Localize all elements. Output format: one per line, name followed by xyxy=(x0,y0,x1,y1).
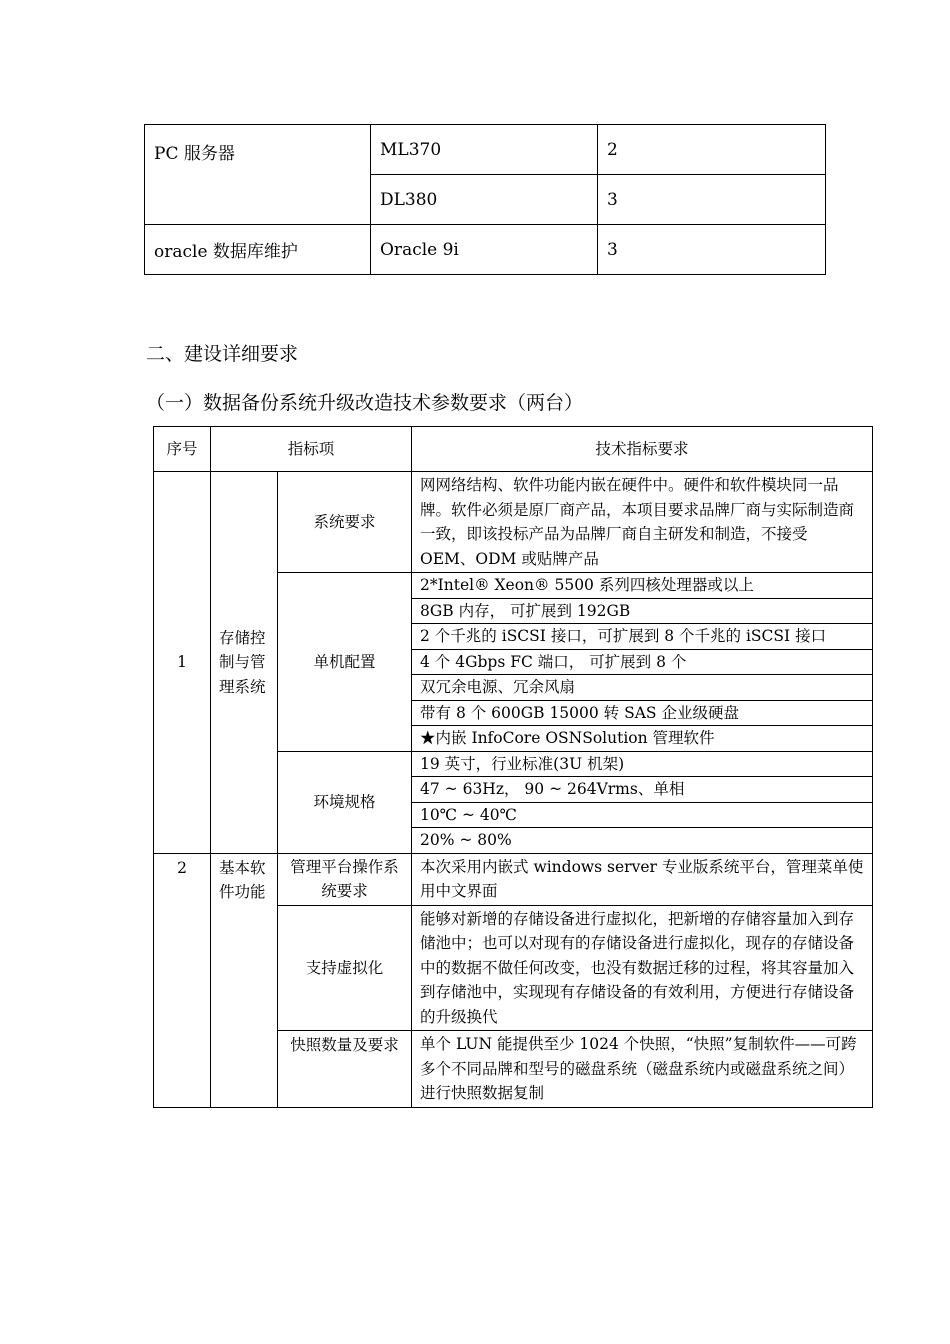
table-row xyxy=(145,125,826,175)
subitem-name: 支持虚拟化 xyxy=(278,905,412,1031)
requirement-cell: 2*Intel® Xeon® 5500 系列四核处理器或以上 xyxy=(412,573,873,599)
equipment-table xyxy=(144,124,826,275)
requirement-cell: 本次采用内嵌式 windows server 专业版系统平台，管理菜单使用中文界面 xyxy=(412,853,873,905)
header-item: 指标项 xyxy=(211,427,412,472)
subsection-heading: （一）数据备份系统升级改造技术参数要求（两台） xyxy=(146,392,584,414)
equipment-qty-cell: 2 xyxy=(598,125,826,175)
requirement-cell: 4 个 4Gbps FC 端口， 可扩展到 8 个 xyxy=(412,649,873,675)
requirement-cell: 10℃ ~ 40℃ xyxy=(412,802,873,828)
equipment-name-cell: PC 服务器 xyxy=(145,125,371,225)
equipment-qty-cell: 3 xyxy=(598,175,826,225)
table-row xyxy=(154,472,873,573)
equipment-model-cell: DL380 xyxy=(371,175,598,225)
subitem-name: 快照数量及要求 xyxy=(278,1031,412,1108)
requirement-cell: 单个 LUN 能提供至少 1024 个快照，“快照”复制软件——可跨多个不同品牌和型号的磁盘系统（磁盘系统内或磁盘系统之间）进行快照数据复制 xyxy=(412,1031,873,1108)
group-number: 1 xyxy=(154,472,211,854)
requirement-cell: 带有 8 个 600GB 15000 转 SAS 企业级硬盘 xyxy=(412,700,873,726)
subitem-name: 环境规格 xyxy=(278,751,412,853)
subitem-name: 管理平台操作系统要求 xyxy=(278,853,412,905)
table-header-row xyxy=(154,427,873,472)
header-requirement: 技术指标要求 xyxy=(412,427,873,472)
equipment-model-cell: Oracle 9i xyxy=(371,225,598,275)
subitem-name: 单机配置 xyxy=(278,573,412,752)
requirement-cell: 20% ~ 80% xyxy=(412,828,873,854)
requirement-cell: 8GB 内存， 可扩展到 192GB xyxy=(412,598,873,624)
spec-table xyxy=(153,426,873,1108)
subitem-name: 系统要求 xyxy=(278,472,412,573)
requirement-cell: 19 英寸，行业标准(3U 机架) xyxy=(412,751,873,777)
requirement-cell: 47 ~ 63Hz， 90 ~ 264Vrms、单相 xyxy=(412,777,873,803)
requirement-cell: 能够对新增的存储设备进行虚拟化，把新增的存储容量加入到存储池中；也可以对现有的存储设备进行虚拟化，现存的存储设备中的数据不做任何改变，也没有数据迁移的过程，将其容量加入到存储池中，实现现有存储设备的有效利用，方便进行存储设备的升级换代 xyxy=(412,905,873,1031)
equipment-name-cell: oracle 数据库维护 xyxy=(145,225,371,275)
group-category: 基本软件功能 xyxy=(211,853,278,1107)
equipment-model-cell: ML370 xyxy=(371,125,598,175)
group-category: 存储控制与管理系统 xyxy=(211,472,278,854)
header-no: 序号 xyxy=(154,427,211,472)
table-row xyxy=(154,853,873,905)
section-heading: 二、建设详细要求 xyxy=(146,343,299,365)
table-row xyxy=(145,225,826,275)
requirement-cell: 双冗余电源、冗余风扇 xyxy=(412,675,873,701)
requirement-cell: 2 个千兆的 iSCSI 接口，可扩展到 8 个千兆的 iSCSI 接口 xyxy=(412,624,873,650)
equipment-qty-cell: 3 xyxy=(598,225,826,275)
requirement-cell: ★内嵌 InfoCore OSNSolution 管理软件 xyxy=(412,726,873,752)
requirement-cell: 网网络结构、软件功能内嵌在硬件中。硬件和软件模块同一品牌。软件必须是原厂商产品，本项目要求品牌厂商与实际制造商一致，即该投标产品为品牌厂商自主研发和制造，不接受 OEM、ODM 或贴牌产品 xyxy=(412,472,873,573)
group-number: 2 xyxy=(154,853,211,1107)
